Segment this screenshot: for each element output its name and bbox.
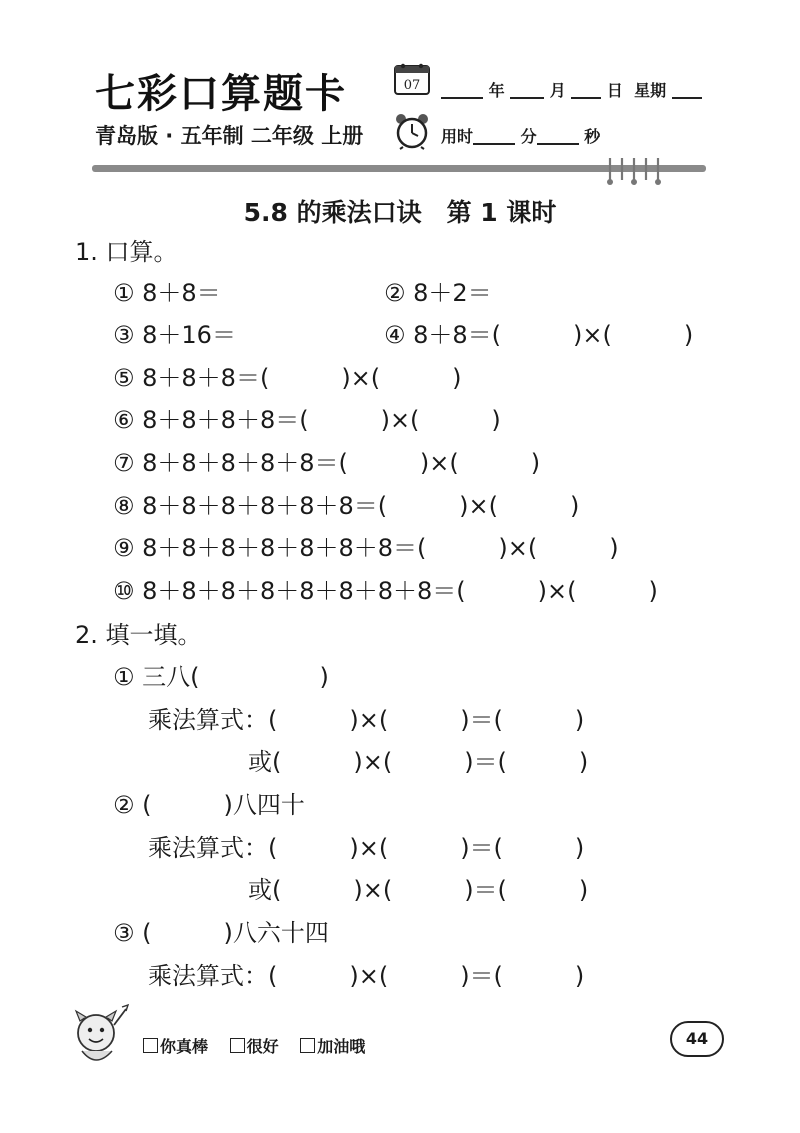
q2-item-2-alt: 或( )×( )＝( ) (248, 876, 589, 904)
time-line (441, 124, 600, 147)
q2-item-2-prompt: ② ( )八四十 (113, 791, 305, 819)
q1-item-6: ⑥ 8＋8＋8＋8＝( )×( ) (113, 406, 501, 434)
eval-option-2[interactable]: 很好 (230, 1037, 279, 1056)
alarm-clock-icon (393, 112, 431, 150)
q1-item-5: ⑤ 8＋8＋8＝( )×( ) (113, 364, 462, 392)
q1-item-1: ① 8＋8＝ (113, 279, 221, 307)
q1-item-9: ⑨ 8＋8＋8＋8＋8＋8＋8＝( )×( ) (113, 534, 619, 562)
edition-label: 青岛版 · 五年制 二年级 上册 (95, 124, 364, 148)
q2-item-1-prompt: ① 三八( ) (113, 663, 329, 691)
date-year-label: 年 (488, 81, 505, 100)
q2-item-2-formula: 乘法算式：( )×( )＝( ) (148, 834, 585, 862)
date-line (441, 78, 702, 101)
binder-rings-icon (600, 156, 680, 188)
time-min-label: 分 (520, 127, 537, 146)
page-number: 44 (670, 1021, 724, 1057)
time-sec-label: 秒 (584, 127, 601, 146)
q1-item-10: ⑩ 8＋8＋8＋8＋8＋8＋8＋8＝( )×( ) (113, 577, 658, 605)
checkbox-icon[interactable] (143, 1038, 158, 1053)
q2-item-3-formula: 乘法算式：( )×( )＝( ) (148, 962, 585, 990)
q2-item-1-alt: 或( )×( )＝( ) (248, 748, 589, 776)
date-month-label: 月 (549, 81, 566, 100)
q1-item-4: ④ 8＋8＝( )×( ) (384, 321, 694, 349)
eval-option-3[interactable]: 加油哦 (300, 1037, 365, 1056)
checkbox-icon[interactable] (230, 1038, 245, 1053)
q1-item-8: ⑧ 8＋8＋8＋8＋8＋8＝( )×( ) (113, 492, 580, 520)
q2-item-3-prompt: ③ ( )八六十四 (113, 919, 329, 947)
calendar-icon (393, 62, 431, 96)
checkbox-icon[interactable] (300, 1038, 315, 1053)
calendar-day: 07 (403, 78, 421, 93)
q1-item-3: ③ 8＋16＝ (113, 321, 236, 349)
self-evaluation (143, 1034, 381, 1057)
q2-item-1-formula: 乘法算式：( )×( )＝( ) (148, 706, 585, 734)
eval-option-1[interactable]: 你真棒 (143, 1037, 208, 1056)
section1-heading: 1. 口算。 (75, 238, 178, 266)
q1-item-7: ⑦ 8＋8＋8＋8＋8＝( )×( ) (113, 449, 541, 477)
mascot-icon (68, 1003, 130, 1073)
time-label: 用时 (441, 127, 474, 146)
section2-heading: 2. 填一填。 (75, 621, 202, 649)
q1-item-2: ② 8＋2＝ (384, 279, 492, 307)
date-day-label: 日 (606, 81, 623, 100)
date-weekday-label: 星期 (634, 81, 667, 100)
lesson-title: 5.8 的乘法口诀 第 1 课时 (243, 198, 557, 227)
brand-title: 七彩口算题卡 (95, 71, 347, 117)
